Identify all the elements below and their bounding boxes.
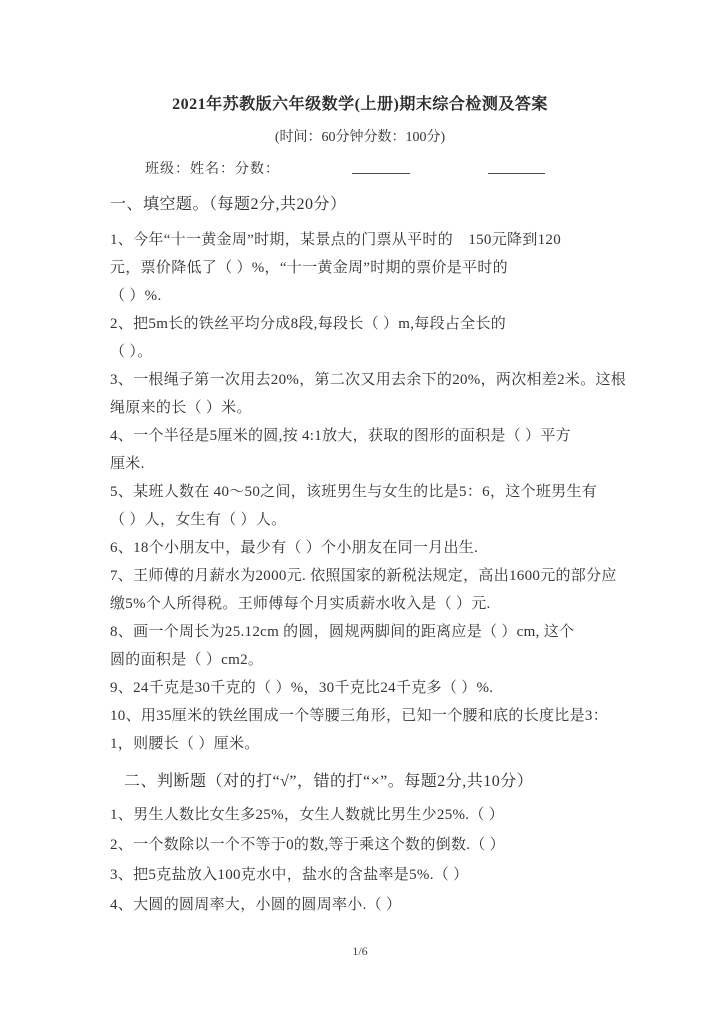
document-subtitle: (时间：60分钟分数：100分) <box>274 130 446 145</box>
question-line: 4、一个半径是5厘米的圆,按 4:1放大，获取的图形的面积是（ ）平方 <box>110 428 571 444</box>
question-line: 4、大圆的圆周率大，小圆的圆周率小.（ ） <box>110 897 402 913</box>
question-line: 圆的面积是（ ）cm2。 <box>110 652 264 668</box>
document-title: 2021年苏教版六年级数学(上册)期末综合检测及答案 <box>172 96 548 113</box>
question-line: 3、一根绳子第一次用去20%，第二次又用去余下的20%，两次相差2米。这根 <box>110 372 627 388</box>
question-line: （ ）人，女生有（ ）人。 <box>110 512 287 528</box>
question-line: 7、王师傅的月薪水为2000元. 依照国家的新税法规定，高出1600元的部分应 <box>110 568 617 584</box>
section-fill-heading: 一、填空题。（每题2分,共20分） <box>110 196 347 213</box>
question-line: 1、男生人数比女生多25%，女生人数就比男生少25%.（ ） <box>110 807 504 823</box>
question-line: 6、18个小朋友中，最少有（ ）个小朋友在同一月出生. <box>110 540 479 556</box>
question-line: 5、某班人数在 40～50之间，该班男生与女生的比是5：6，这个班男生有 <box>110 484 598 500</box>
question-line: 1、今年“十一黄金周”时期，某景点的门票从平时的 150元降到120 <box>110 232 562 248</box>
blank-underline <box>488 173 545 174</box>
question-line: 9、24千克是30千克的（ ）%，30千克比24千克多（ ）%. <box>110 680 494 696</box>
question-line: 2、一个数除以一个不等于0的数,等于乘这个数的倒数.（ ） <box>110 837 505 853</box>
question-line: 厘米. <box>110 456 145 472</box>
question-line: 10、用35厘米的铁丝围成一个等腰三角形，已知一个腰和底的长度比是3： <box>110 708 609 724</box>
judge-questions <box>110 800 640 920</box>
section-judge-heading: 二、判断题（对的打“√”，错的打“×”。每题2分,共10分） <box>124 773 534 790</box>
question-line: 元，票价降低了（ ）%，“十一黄金周”时期的票价是平时的 <box>110 260 508 276</box>
question-line: 绳原来的长（ ）米。 <box>110 400 252 416</box>
question-line: 3、把5克盐放入100克水中，盐水的含盐率是5%.（ ） <box>110 867 469 883</box>
question-line: 2、把5m长的铁丝平均分成8段,每段长（ ）m,每段占全长的 <box>110 316 507 332</box>
fill-questions <box>110 226 640 758</box>
question-line: 8、画一个周长为25.12cm 的圆，圆规两脚间的距离应是（ ）cm, 这个 <box>110 624 575 640</box>
question-line: 缴5%个人所得税。王师傅每个月实质薪水收入是（ ）元. <box>110 596 491 612</box>
question-line: （ ）。 <box>110 344 153 360</box>
page-number: 1/6 <box>352 944 368 958</box>
blank-underline <box>352 173 410 174</box>
question-line: （ ）%. <box>110 288 162 304</box>
question-line: 1，则腰长（ ）厘米。 <box>110 736 260 752</box>
student-info-line: 班级：姓名：分数： <box>145 162 280 177</box>
